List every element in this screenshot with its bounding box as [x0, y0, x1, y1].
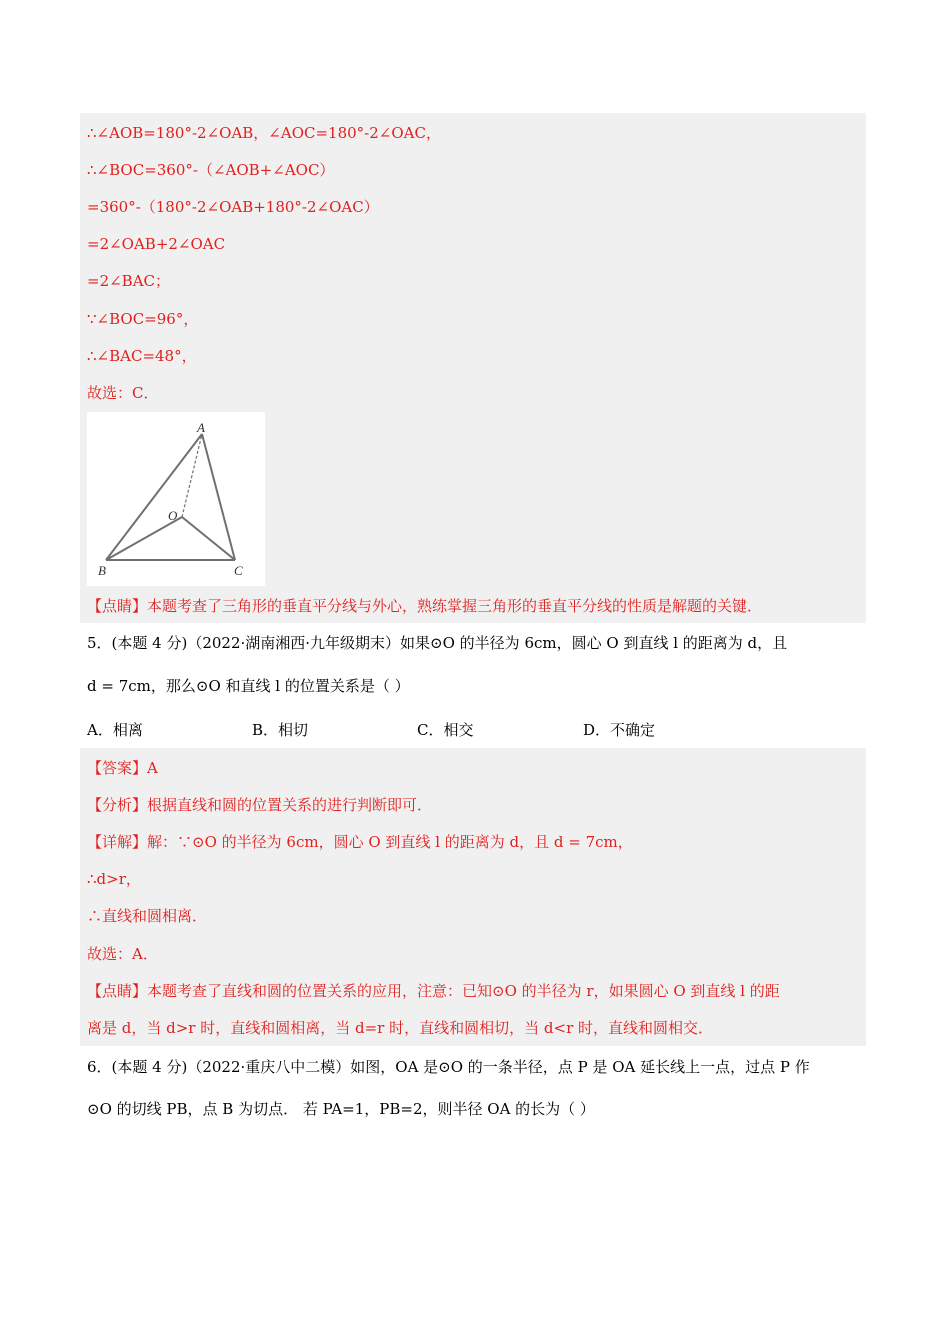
q5-detail [87, 832, 633, 852]
q5-stem-line-1: 5．(本题 4 分)（2022·湖南湘西·九年级期末）如果⊙O 的半径为 6cm，圆心 O 到直线 l 的距离为 d，且 [87, 634, 788, 652]
detail-tag: 【详解】 [87, 833, 148, 851]
solution-line-8: 故选：C． [87, 384, 159, 402]
label-a: A [197, 420, 205, 435]
solution-line-5: =2∠BAC； [87, 272, 171, 290]
solution-line-4: =2∠OAB+2∠OAC [87, 235, 226, 253]
q5-option-b[interactable]: B．相切 [252, 721, 309, 739]
comment-text: 本题考查了直线和圆的位置关系的应用，注意：已知⊙O 的半径为 r，如果圆心 O 到直线 l 的距 [147, 982, 780, 1000]
solution-line-2: ∴∠BOC=360°-（∠AOB+∠AOC） [87, 161, 335, 179]
segment-oc [182, 517, 235, 560]
comment-tag: 【点睛】 [87, 597, 148, 615]
solution-comment [87, 596, 762, 616]
edge-ab [106, 434, 202, 560]
edge-ac [202, 434, 235, 560]
q5-stem-line-2: d = 7cm，那么⊙O 和直线 l 的位置关系是（ ） [87, 677, 410, 695]
q5-step-2: ∴直线和圆相离． [87, 907, 208, 925]
solution-line-1: ∴∠AOB=180°-2∠OAB，∠AOC=180°-2∠OAC， [87, 124, 441, 142]
q5-answer: 【答案】A [87, 759, 158, 777]
solution-q5-background [80, 748, 866, 1046]
q5-comment-line-2: 离是 d，当 d>r 时，直线和圆相离，当 d=r 时，直线和圆相切，当 d<r 时，直线和圆相交． [87, 1019, 714, 1037]
q6-stem-line-1: 6．(本题 4 分)（2022·重庆八中二模）如图，OA 是⊙O 的一条半径，点 P 是 OA 延长线上一点，过点 P 作 [87, 1058, 810, 1076]
solution-line-6: ∵∠BOC=96°， [87, 310, 199, 328]
q5-analysis [87, 795, 432, 815]
q5-option-c[interactable]: C．相交 [417, 721, 474, 739]
detail-text: 解：∵⊙O 的半径为 6cm，圆心 O 到直线 l 的距离为 d，且 d = 7cm， [147, 833, 633, 851]
comment-text: 本题考查了三角形的垂直平分线与外心，熟练掌握三角形的垂直平分线的性质是解题的关键． [147, 597, 763, 615]
label-c: C [234, 563, 243, 578]
comment-tag: 【点睛】 [87, 982, 148, 1000]
solution-line-7: ∴∠BAC=48°， [87, 347, 197, 365]
q5-option-a[interactable]: A．相离 [87, 721, 143, 739]
analysis-tag: 【分析】 [87, 796, 148, 814]
triangle-figure [87, 412, 265, 586]
q5-choice: 故选：A． [87, 945, 158, 963]
q5-step-1: ∴d>r， [87, 870, 141, 888]
q5-comment-line-1 [87, 981, 780, 1001]
q5-option-d[interactable]: D．不确定 [583, 721, 656, 739]
solution-line-3: =360°-（180°-2∠OAB+180°-2∠OAC） [87, 198, 379, 216]
analysis-text: 根据直线和圆的位置关系的进行判断即可． [147, 796, 433, 814]
segment-ob [106, 517, 182, 560]
q6-stem-line-2: ⊙O 的切线 PB，点 B 为切点． 若 PA=1，PB=2，则半径 OA 的长为（ ） [87, 1100, 595, 1118]
label-b: B [98, 563, 106, 578]
label-o: O [168, 508, 178, 523]
